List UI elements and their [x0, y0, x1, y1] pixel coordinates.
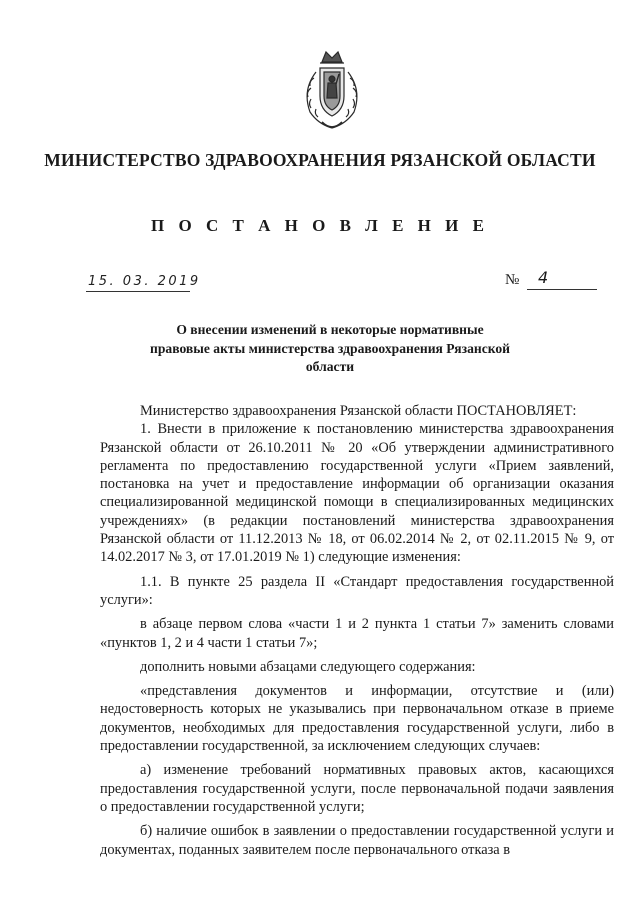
body-paragraph: 1. Внести в приложение к постановлению министерства здравоохранения Рязанской области от 26.10.2011 № 20 «Об утверждении административного регламента по предоставлению государственной услуги «Прием заявлений, постановка на учет и предоставление информации об организации оказания специализированной медицинской помощи в специализированных медицинских учреждениях» (в редакции постановлений министерства здравоохранения Рязанской области от 11.12.2013 № 18, от 06.02.2014 № 2, от 02.11.2015 № 9, от 14.02.2017 № 3, от 17.01.2019 № 1) следующие изменения: — [100, 421, 614, 566]
body-paragraph: б) наличие ошибок в заявлении о предоставлении государственной услуги и документах, поданных заявителем после первоначального отказа в — [100, 823, 614, 858]
document-subject: О внесении изменений в некоторые нормативные правовые акты министерства здравоохранения Рязанской области — [150, 322, 511, 374]
body-paragraph: 1.1. В пункте 25 раздела II «Стандарт предоставления государственной услуги»: — [100, 573, 614, 608]
document-body — [100, 402, 614, 859]
body-paragraph: «представления документов и информации, отсутствие и (или) недостоверность которых не указывались при первоначальном отказе в приеме документов, необходимых для предоставления государственной услуги, либо в предоставлении государственной, за исключением следующих случаев: — [100, 683, 614, 755]
document-number: 4 — [538, 268, 549, 287]
document-type-heading: П О С Т А Н О В Л Е Н И Е — [151, 216, 489, 235]
number-sign: № — [505, 272, 520, 288]
ministry-title: МИНИСТЕРСТВО ЗДРАВООХРАНЕНИЯ РЯЗАНСКОЙ ОБЛАСТИ — [44, 150, 596, 170]
body-paragraph: а) изменение требований нормативных правовых актов, касающихся предоставления государственной услуги, после первоначальной подачи заявления о предоставлении государственной услуги; — [100, 762, 614, 815]
document-date: 15. 03. 2019 — [88, 274, 201, 289]
coat-of-arms-emblem — [296, 46, 368, 132]
body-paragraph: Министерство здравоохранения Рязанской области ПОСТАНОВЛЯЕТ: — [140, 403, 577, 419]
body-paragraph: в абзаце первом слова «части 1 и 2 пункта 1 статьи 7» заменить словами «пунктов 1, 2 и 4 части 1 статьи 7»; — [100, 616, 614, 651]
body-paragraph: дополнить новыми абзацами следующего содержания: — [140, 658, 476, 675]
number-underline — [527, 289, 597, 290]
date-underline — [86, 291, 190, 292]
